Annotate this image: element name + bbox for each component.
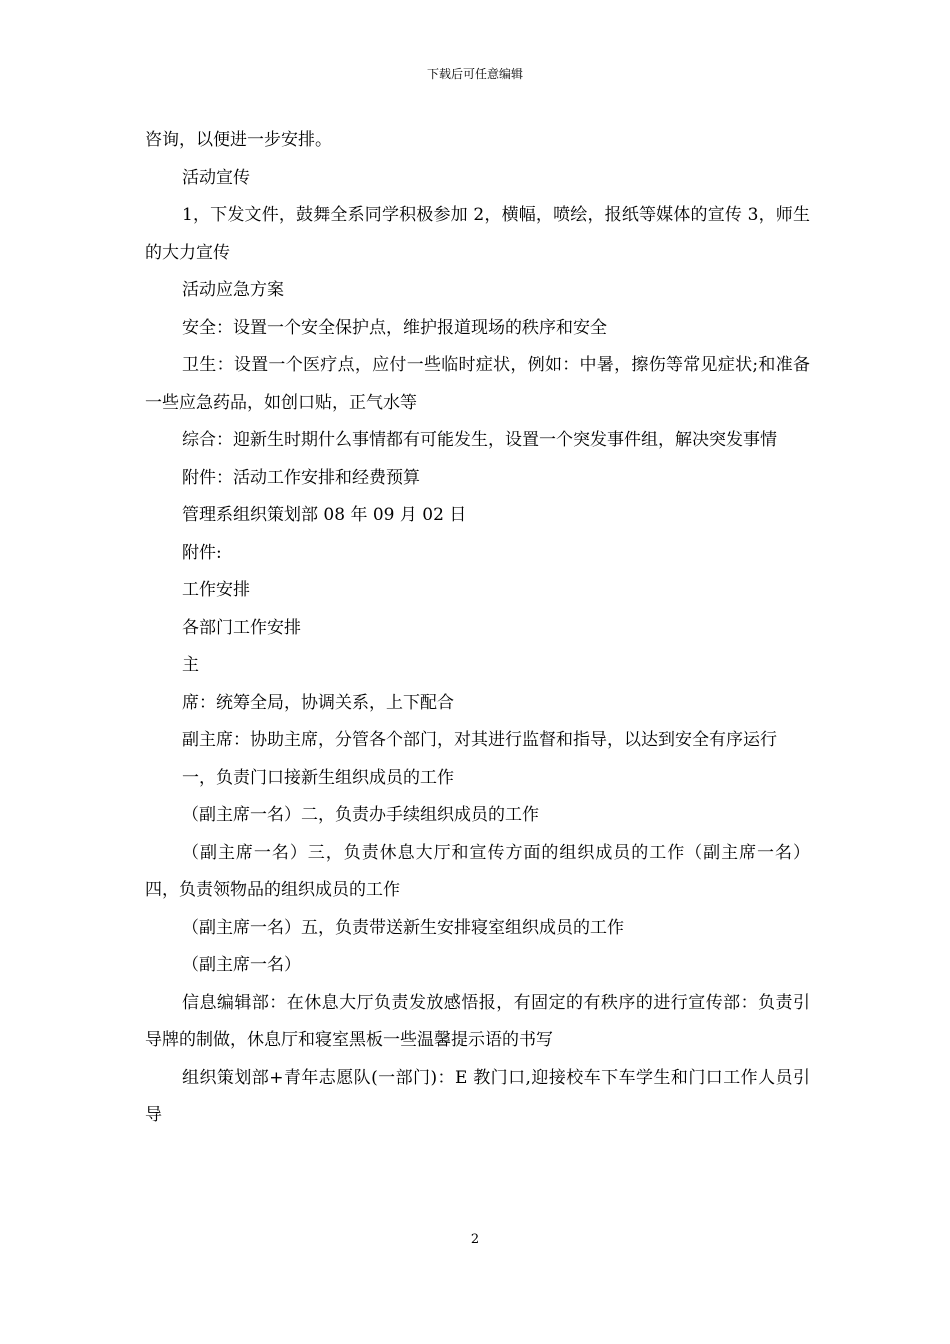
paragraph: 主 — [182, 655, 199, 675]
paragraph: 一，负责门口接新生组织成员的工作 — [182, 767, 454, 788]
document-body — [145, 122, 810, 1135]
page-header: 下载后可任意编辑 — [426, 67, 523, 81]
page-number: 2 — [470, 1232, 480, 1247]
paragraph: 活动应急方案 — [182, 280, 284, 300]
paragraph: 卫生：设置一个医疗点，应付一些临时症状，例如：中暑，擦伤等常见症状;和准备一些应急药品，如创口贴，正气水等 — [145, 355, 810, 413]
paragraph: 工作安排 — [182, 580, 250, 600]
paragraph: 各部门工作安排 — [182, 617, 301, 638]
paragraph: 副主席：协助主席，分管各个部门，对其进行监督和指导，以达到安全有序运行 — [182, 730, 777, 750]
paragraph: 综合：迎新生时期什么事情都有可能发生，设置一个突发事件组，解决突发事情 — [182, 430, 777, 450]
paragraph: 活动宣传 — [182, 167, 250, 188]
paragraph: 席：统筹全局，协调关系，上下配合 — [182, 692, 454, 713]
paragraph: 组织策划部+青年志愿队(一部门)：E 教门口,迎接校车下车学生和门口工作人员引导 — [145, 1067, 810, 1125]
paragraph: （副主席一名）五，负责带送新生安排寝室组织成员的工作 — [182, 917, 624, 938]
paragraph: 附件：活动工作安排和经费预算 — [182, 467, 420, 488]
paragraph: 管理系组织策划部 08 年 09 月 02 日 — [182, 505, 467, 525]
paragraph: 1，下发文件，鼓舞全系同学积极参加 2，横幅，喷绘，报纸等媒体的宣传 3，师生的大力宣传 — [145, 205, 810, 263]
paragraph: 附件: — [182, 542, 222, 563]
paragraph: （副主席一名）二，负责办手续组织成员的工作 — [182, 805, 539, 825]
paragraph: （副主席一名） — [182, 955, 301, 975]
paragraph: 安全：设置一个安全保护点，维护报道现场的秩序和安全 — [182, 317, 607, 338]
paragraph: 信息编辑部：在休息大厅负责发放感悟报，有固定的有秩序的进行宣传部：负责引导牌的制做，休息厅和寝室黑板一些温馨提示语的书写 — [145, 992, 810, 1050]
paragraph: （副主席一名）三，负责休息大厅和宣传方面的组织成员的工作（副主席一名）四，负责领物品的组织成员的工作 — [145, 842, 810, 900]
paragraph: 咨询，以便进一步安排。 — [145, 130, 332, 150]
